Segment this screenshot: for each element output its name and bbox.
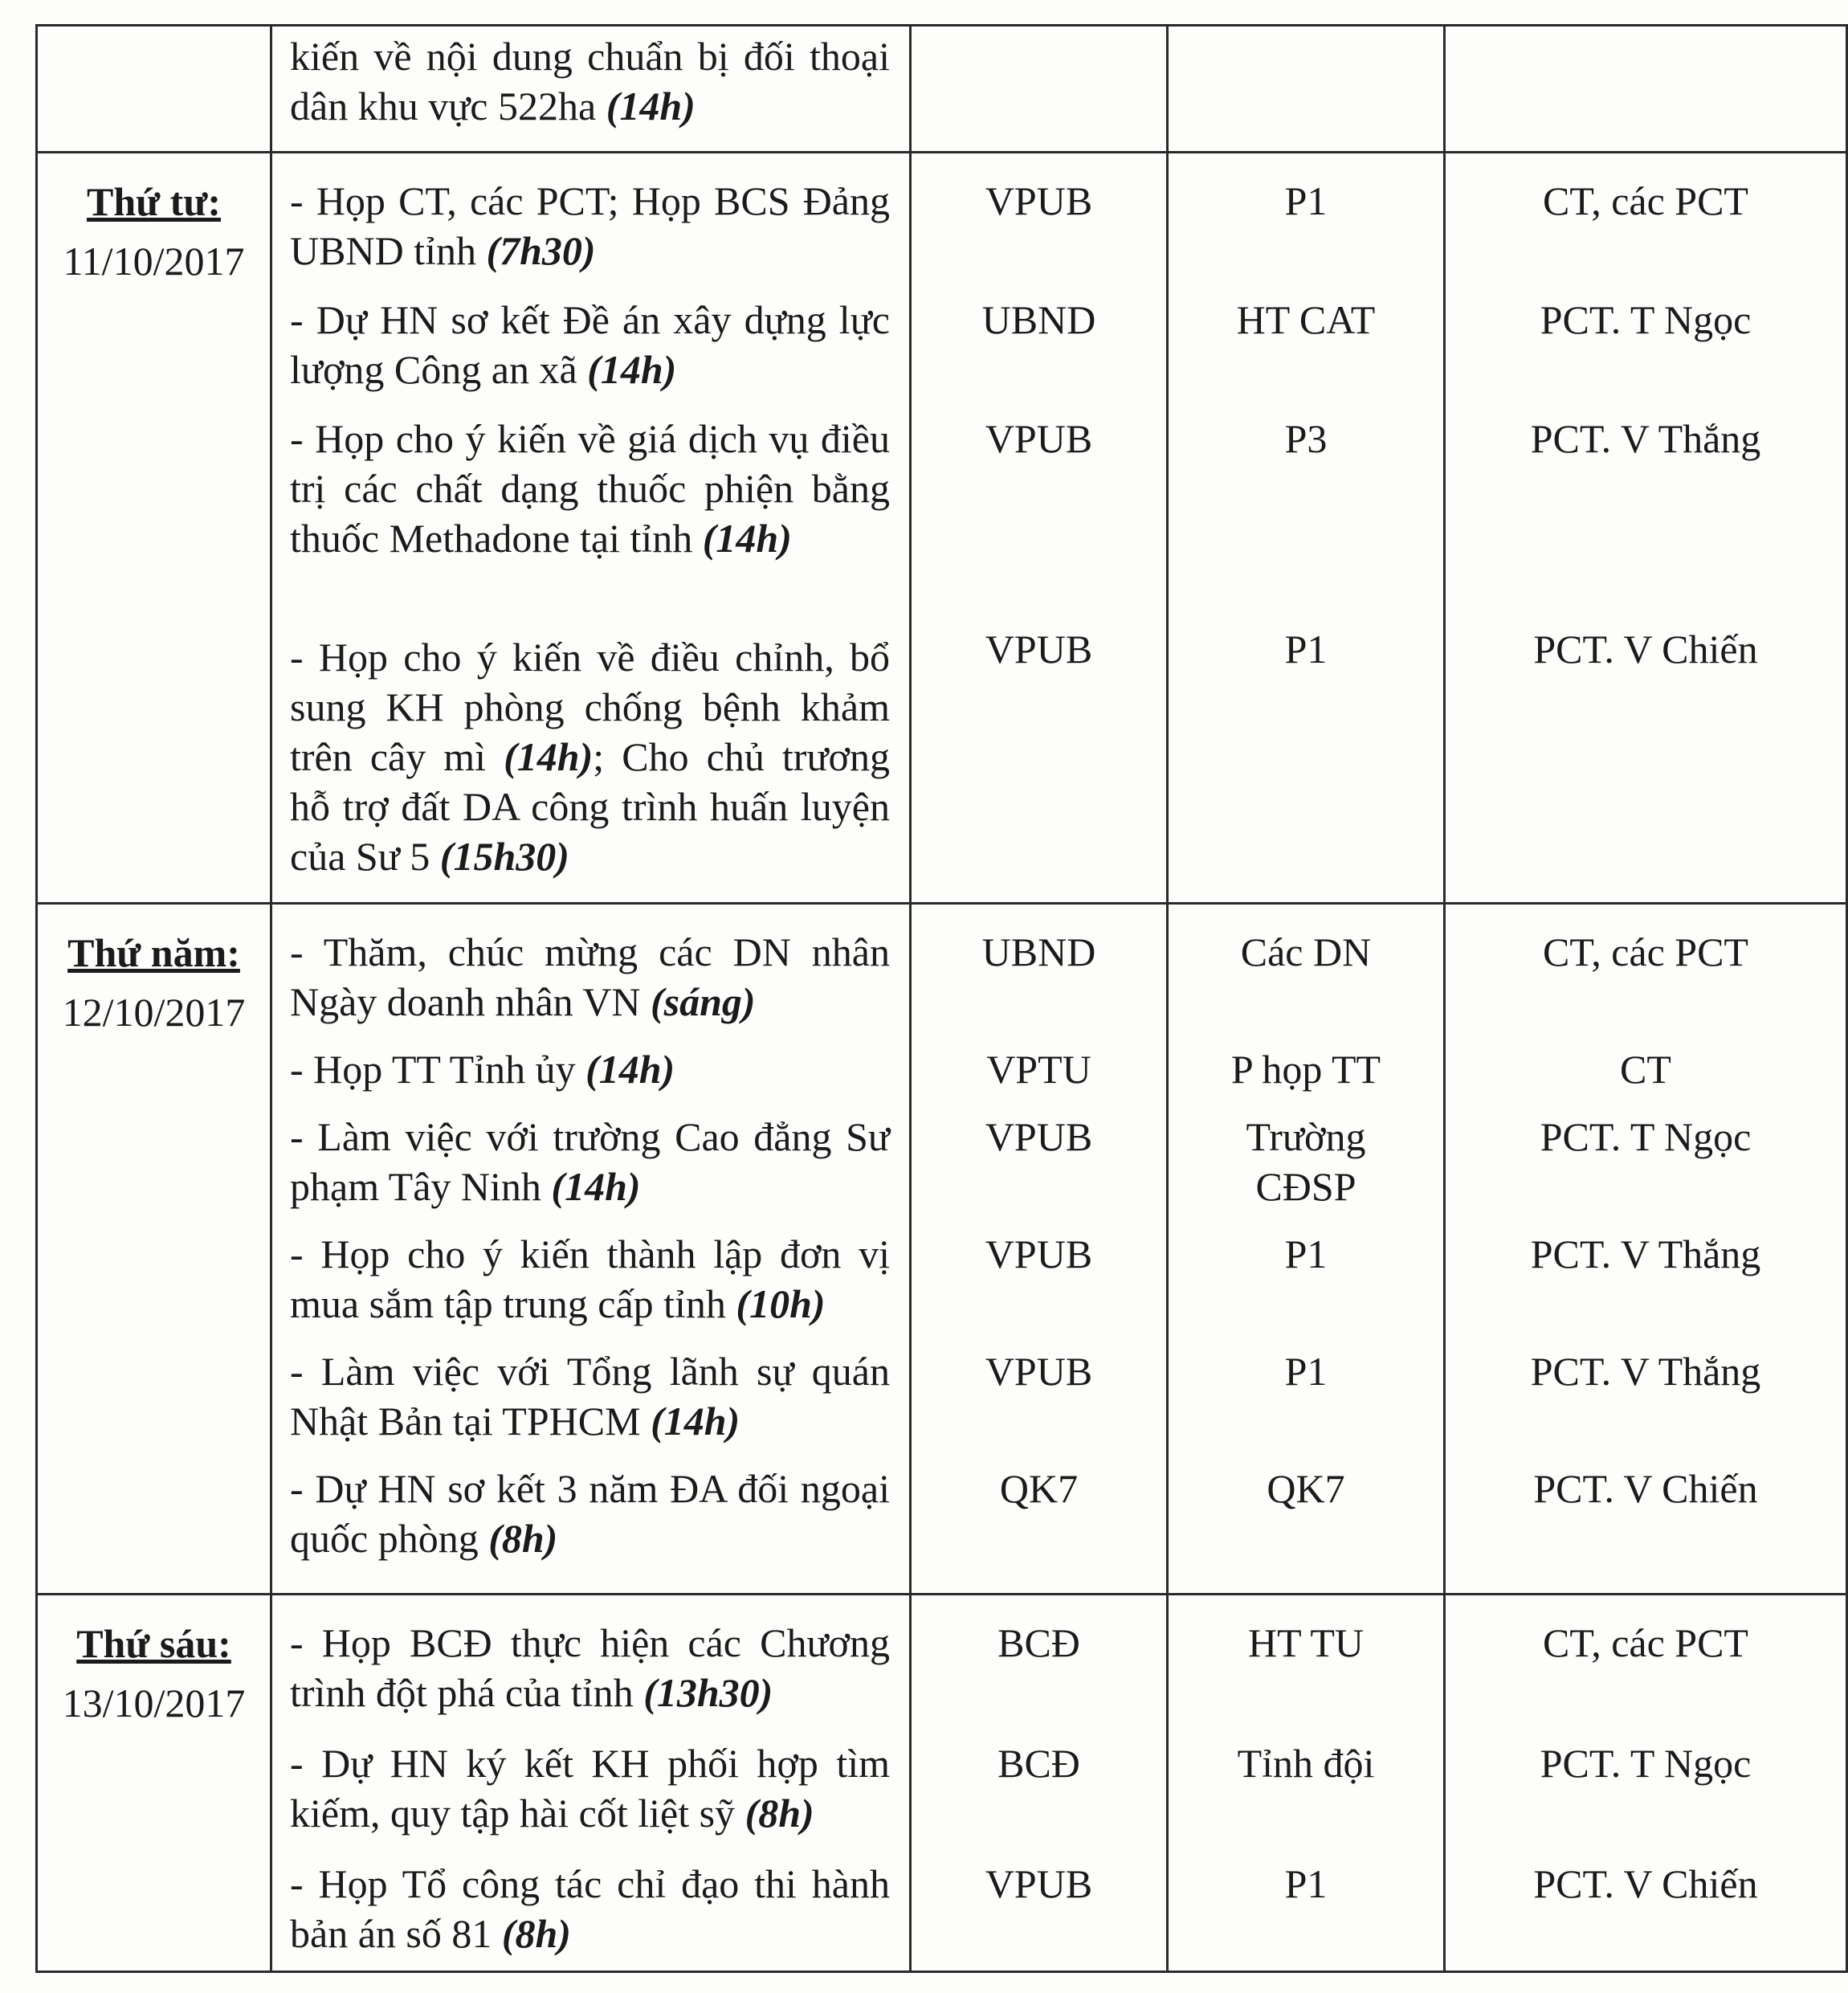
unit-value: BCĐ <box>997 1741 1080 1786</box>
activity-cell <box>271 904 911 1595</box>
day-cell <box>37 153 271 904</box>
activity-text <box>272 1346 909 1446</box>
place-value: Trường CĐSP <box>1246 1114 1366 1209</box>
activity-label: - Họp cho ý kiến thành lập đơn vị mua sắm tập trung cấp tỉnh <box>290 1231 890 1326</box>
place-value: P họp TT <box>1230 1047 1381 1092</box>
activity-text <box>272 31 909 131</box>
place-value: Tỉnh đội <box>1237 1741 1375 1786</box>
unit-value: VPUB <box>985 1349 1093 1394</box>
unit-value: VPTU <box>986 1047 1091 1092</box>
activity-time: (sáng) <box>651 979 756 1024</box>
unit-value: BCĐ <box>997 1620 1080 1665</box>
activity-time: (14h) <box>702 516 792 561</box>
activity-text <box>272 927 909 1027</box>
activity-time: (14h) <box>651 1399 740 1444</box>
activity-time: (14h) <box>504 734 594 779</box>
place-value: P3 <box>1284 416 1328 461</box>
lead-value: PCT. V Chiến <box>1533 1861 1758 1906</box>
unit-value: VPUB <box>985 1231 1093 1276</box>
day-cell-empty <box>37 26 271 153</box>
place-cell <box>1168 1595 1445 1972</box>
unit-value: UBND <box>981 297 1096 342</box>
activity-text <box>272 1859 909 1958</box>
lead-cell <box>1445 904 1847 1595</box>
unit-value: QK7 <box>999 1466 1079 1511</box>
activity-text <box>272 1738 909 1838</box>
lead-value: PCT. V Thắng <box>1530 1231 1761 1276</box>
lead-value: PCT. V Thắng <box>1530 1349 1761 1394</box>
activity-time: (7h30) <box>486 228 596 273</box>
day-row-wednesday <box>37 153 1847 904</box>
activity-time-2: (15h30) <box>439 834 569 879</box>
place-cell <box>1168 904 1445 1595</box>
activity-text <box>272 632 909 881</box>
place-value: P1 <box>1284 1861 1328 1906</box>
weekly-schedule-table <box>35 24 1848 1973</box>
lead-value: PCT. V Chiến <box>1533 1466 1758 1511</box>
place-value: P1 <box>1284 1349 1328 1394</box>
unit-value: VPUB <box>985 1114 1093 1159</box>
activity-text <box>272 1618 909 1717</box>
activity-time: (8h) <box>745 1791 814 1836</box>
activity-label: kiến về nội dung chuẩn bị đối thoại dân khu vực 522ha <box>290 34 890 129</box>
activity-label: - Làm việc với trường Cao đẳng Sư phạm Tây Ninh <box>290 1114 890 1209</box>
activity-text <box>272 414 909 613</box>
lead-value: PCT. T Ngọc <box>1540 1741 1752 1786</box>
place-value: QK7 <box>1267 1466 1345 1511</box>
day-name: Thứ tư: <box>87 179 221 224</box>
unit-value: VPUB <box>985 1861 1093 1906</box>
day-cell <box>37 904 271 1595</box>
lead-value: CT, các PCT <box>1543 1620 1748 1665</box>
activity-label: - Dự HN sơ kết 3 năm ĐA đối ngoại quốc phòng <box>290 1466 890 1561</box>
place-value: Các DN <box>1240 929 1372 974</box>
unit-value: VPUB <box>985 178 1093 223</box>
place-cell <box>1168 153 1445 904</box>
lead-cell <box>1445 153 1847 904</box>
unit-cell-empty <box>911 26 1168 153</box>
lead-value: PCT. T Ngọc <box>1540 1114 1752 1159</box>
lead-value: CT, các PCT <box>1543 929 1748 974</box>
lead-cell <box>1445 1595 1847 1972</box>
activity-text <box>272 1044 909 1094</box>
activity-time: (8h) <box>488 1516 558 1561</box>
activity-time: (14h) <box>585 1047 675 1092</box>
day-row-thursday <box>37 904 1847 1595</box>
day-date: 13/10/2017 <box>62 1681 246 1725</box>
activity-label: - Họp cho ý kiến về điều chỉnh, bổ sung KH phòng chống bệnh khảm trên cây mì <box>290 635 890 779</box>
activity-label: - Họp CT, các PCT; Họp BCS Đảng UBND tỉnh <box>290 178 890 273</box>
activity-cell <box>271 1595 911 1972</box>
unit-cell <box>911 904 1168 1595</box>
lead-value: CT, các PCT <box>1543 178 1748 223</box>
activity-cell <box>271 26 911 153</box>
lead-value: PCT. V Chiến <box>1533 627 1758 672</box>
day-date: 11/10/2017 <box>63 239 245 284</box>
activity-time: (8h) <box>501 1911 571 1956</box>
day-cell <box>37 1595 271 1972</box>
lead-value: PCT. T Ngọc <box>1540 297 1752 342</box>
place-value: P1 <box>1284 627 1328 672</box>
activity-text <box>272 176 909 276</box>
place-value: HT TU <box>1248 1620 1364 1665</box>
activity-time: (10h) <box>736 1281 826 1326</box>
activity-label: - Họp Tổ công tác chỉ đạo thi hành bản án số 81 <box>290 1861 890 1956</box>
lead-cell-empty <box>1445 26 1847 153</box>
place-cell-empty <box>1168 26 1445 153</box>
lead-value: PCT. V Thắng <box>1530 416 1761 461</box>
activity-label: - Họp TT Tỉnh ủy <box>290 1047 576 1092</box>
place-value: P1 <box>1284 178 1328 223</box>
lead-value: CT <box>1620 1047 1671 1092</box>
activity-label: - Dự HN ký kết KH phối hợp tìm kiếm, quy tập hài cốt liệt sỹ <box>290 1741 890 1836</box>
activity-text <box>272 295 909 394</box>
activity-label: - Làm việc với Tổng lãnh sự quán Nhật Bản tại TPHCM <box>290 1349 890 1444</box>
unit-value: VPUB <box>985 416 1093 461</box>
activity-text <box>272 1229 909 1329</box>
activity-label-continued: ; Cho chủ trương hỗ trợ đất DA công trình huấn luyện của Sư 5 <box>290 734 890 879</box>
activity-text <box>272 1112 909 1211</box>
day-name: Thứ sáu: <box>76 1621 231 1666</box>
activity-time: (14h) <box>551 1164 641 1209</box>
activity-cell <box>271 153 911 904</box>
activity-text <box>272 1464 909 1563</box>
unit-cell <box>911 153 1168 904</box>
day-row-friday <box>37 1595 1847 1972</box>
activity-label: - Họp BCĐ thực hiện các Chương trình đột phá của tỉnh <box>290 1620 890 1715</box>
day-name: Thứ năm: <box>67 930 240 975</box>
place-value: P1 <box>1284 1231 1328 1276</box>
carry-over-row <box>37 26 1847 153</box>
activity-label: - Dự HN sơ kết Đề án xây dựng lực lượng Công an xã <box>290 297 890 392</box>
unit-value: UBND <box>981 929 1096 974</box>
day-date: 12/10/2017 <box>62 990 246 1035</box>
unit-cell <box>911 1595 1168 1972</box>
activity-label: - Họp cho ý kiến về giá dịch vụ điều trị các chất dạng thuốc phiện bằng thuốc Methadone tại tỉnh <box>290 416 890 561</box>
activity-time: (14h) <box>606 84 696 129</box>
activity-label: - Thăm, chúc mừng các DN nhân Ngày doanh nhân VN <box>290 929 890 1024</box>
activity-time: (14h) <box>587 347 677 392</box>
unit-value: VPUB <box>985 627 1093 672</box>
activity-time: (13h30) <box>643 1670 773 1715</box>
place-value: HT CAT <box>1236 297 1376 342</box>
